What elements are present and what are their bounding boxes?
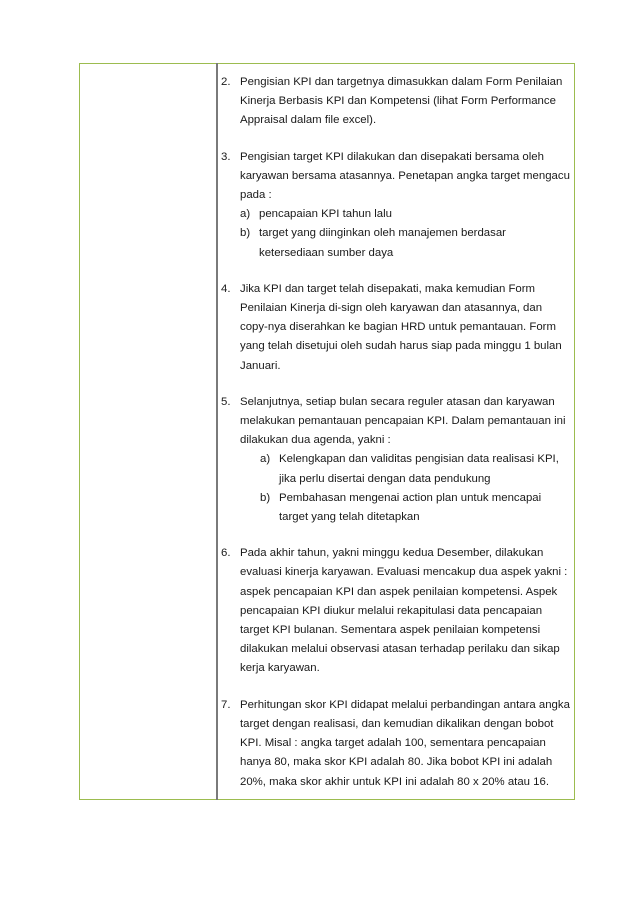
sub-item-label: a): [260, 453, 271, 466]
item-number: 7.: [221, 698, 231, 711]
sub-item-label: b): [260, 491, 271, 504]
item-number: 3.: [221, 150, 231, 163]
document-content: [221, 73, 571, 809]
list-item-4: [221, 280, 571, 376]
sub-item-text: Kelengkapan dan validitas pengisian data realisasi KPI, jika perlu disertai dengan data pendukung: [279, 453, 559, 485]
list-item-3: [221, 148, 571, 263]
item-number: 6.: [221, 547, 231, 560]
item-number: 4.: [221, 282, 231, 295]
list-item-2: [221, 73, 571, 131]
item-text: Jika KPI dan target telah disepakati, maka kemudian Form Penilaian Kinerja di-sign oleh karyawan dan atasannya, dan copy-nya diserahkan ke bagian HRD untuk pemantauan. Form yang telah disetujui oleh sudah harus siap pada minggu 1 bulan Januari.: [240, 282, 562, 372]
item-number: 2.: [221, 76, 231, 88]
sub-item-a: [260, 450, 571, 488]
sub-item-text: pencapaian KPI tahun lalu: [259, 208, 392, 221]
column-divider: [216, 63, 218, 800]
list-item-5: [221, 393, 571, 527]
sub-item-b: [240, 224, 571, 262]
sub-item-text: Pembahasan mengenai action plan untuk mencapai target yang telah ditetapkan: [279, 491, 542, 524]
item-text: Selanjutnya, setiap bulan secara reguler atasan dan karyawan melakukan pemantauan pencapaian KPI. Dalam pemantauan ini dilakukan dua agenda, yakni :: [240, 395, 566, 447]
item-text: Pada akhir tahun, yakni minggu kedua Desember, dilakukan evaluasi kinerja karyawan. Evaluasi mencakup dua aspek yakni : aspek pencapaian KPI dan aspek penilaian kompetensi. Aspek pencapaian KPI diukur melalui rekapitulasi data pencapaian target KPI bulanan. Sementara aspek penilaian kompetensi dilakukan melalui observasi atasan terhadap perilaku dan sikap kerja karyawan.: [240, 547, 568, 675]
sub-item-b: [260, 489, 571, 527]
item-number: 5.: [221, 395, 231, 408]
item-text: Perhitungan skor KPI didapat melalui perbandingan antara angka target dengan realisasi, dan kemudian dikalikan dengan bobot KPI. Misal : angka target adalah 100, sementara pencapaian hanya 80, maka skor KPI adalah 80. Jika bobot KPI ini adalah 20%, maka skor akhir untuk KPI ini adalah 80 x 20% atau 16.: [240, 698, 570, 788]
sub-item-a: [240, 205, 571, 224]
sub-item-text: target yang diinginkan oleh manajemen berdasar ketersediaan sumber daya: [259, 227, 506, 259]
list-item-7: [221, 696, 571, 792]
list-item-6: [221, 544, 571, 678]
sub-item-label: a): [240, 208, 251, 221]
item-text: Pengisian target KPI dilakukan dan disepakati bersama oleh karyawan bersama atasannya. Penetapan angka target mengacu pada :: [240, 150, 570, 202]
item-text: Pengisian KPI dan targetnya dimasukkan dalam Form Penilaian Kinerja Berbasis KPI dan Kompetensi (lihat Form Performance Appraisal dalam file excel).: [240, 76, 563, 127]
sub-item-label: b): [240, 227, 251, 240]
